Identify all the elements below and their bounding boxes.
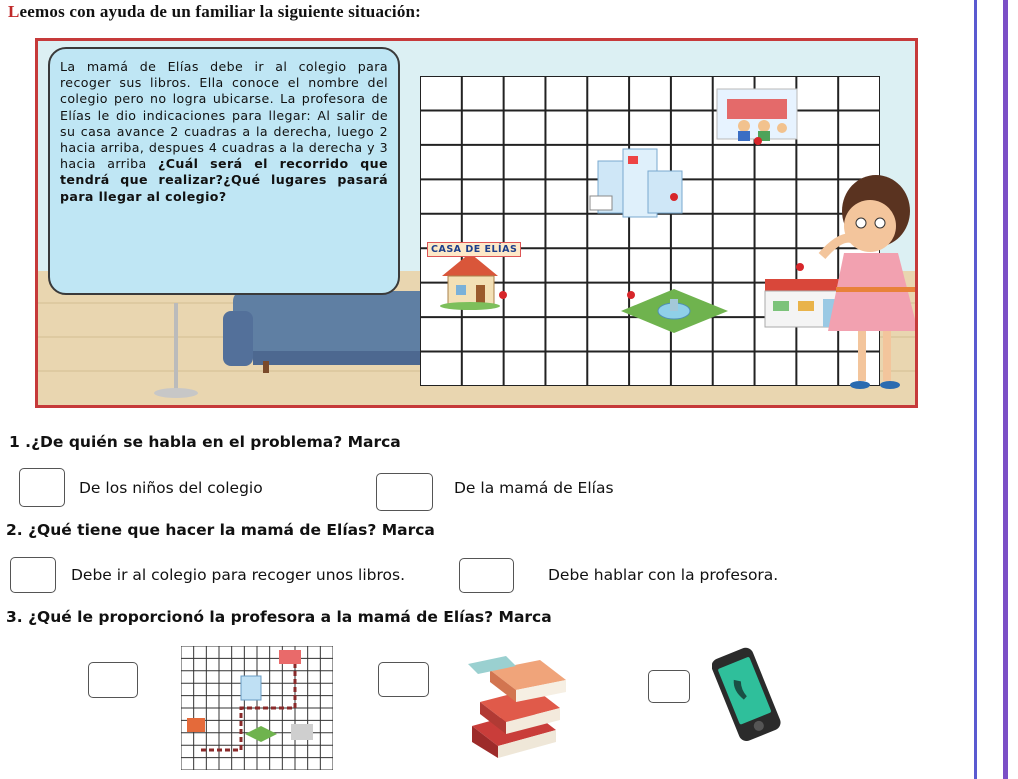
question-1-title: 1 .¿De quién se habla en el problema? Marca bbox=[9, 433, 401, 451]
problem-description: La mamá de Elías debe ir al colegio para recoger sus libros. Ella conoce el nombre del colegio pero no logra ubicarse. La profesora de Elías le dio indicaciones para llegar: Al salir de su casa avance 2 cuadras a la derecha, luego 2 hacia arriba, despues 4 cuadras a la derecha y 3 hacia arriba bbox=[60, 59, 388, 172]
market-icon bbox=[765, 279, 841, 327]
phone-image bbox=[712, 646, 782, 742]
question-2-title: 2. ¿Qué tiene que hacer la mamá de Elías? Marca bbox=[6, 521, 435, 539]
casa-elias-label: CASA DE ELÍAS bbox=[427, 242, 521, 257]
q2-option-1-checkbox[interactable] bbox=[10, 557, 56, 593]
margin-rule-right bbox=[1003, 0, 1008, 779]
park-icon bbox=[621, 289, 728, 333]
q2-option-2-checkbox[interactable] bbox=[459, 558, 514, 593]
hospital-icon bbox=[590, 149, 682, 217]
q3-option-2-checkbox[interactable] bbox=[378, 662, 429, 697]
question-3-title: 3. ¿Qué le proporcionó la profesora a la mamá de Elías? Marca bbox=[6, 608, 552, 626]
q1-option-1-checkbox[interactable] bbox=[19, 468, 65, 507]
q3-option-3-checkbox[interactable] bbox=[648, 670, 690, 703]
page-title: Leemos con ayuda de un familiar la siguiente situación: bbox=[8, 2, 422, 21]
q1-option-2-label: De la mamá de Elías bbox=[454, 479, 614, 497]
q1-option-2-checkbox[interactable] bbox=[376, 473, 433, 511]
q1-option-1-label: De los niños del colegio bbox=[79, 479, 263, 497]
books-image bbox=[460, 646, 570, 758]
map-thumbnail-image bbox=[181, 646, 333, 770]
q2-option-1-label: Debe ir al colegio para recoger unos libros. bbox=[71, 566, 405, 584]
school-icon bbox=[717, 89, 797, 141]
house-icon bbox=[440, 253, 500, 310]
q3-option-1-checkbox[interactable] bbox=[88, 662, 138, 698]
problem-scene bbox=[35, 38, 918, 408]
problem-text-box bbox=[48, 47, 400, 295]
margin-rule-left bbox=[974, 0, 977, 779]
problem-question: ¿Cuál será el recorrido que tendrá que realizar?¿Qué lugares pasará para llegar al colegio? bbox=[60, 156, 388, 204]
q2-option-2-label: Debe hablar con la profesora. bbox=[548, 566, 779, 584]
